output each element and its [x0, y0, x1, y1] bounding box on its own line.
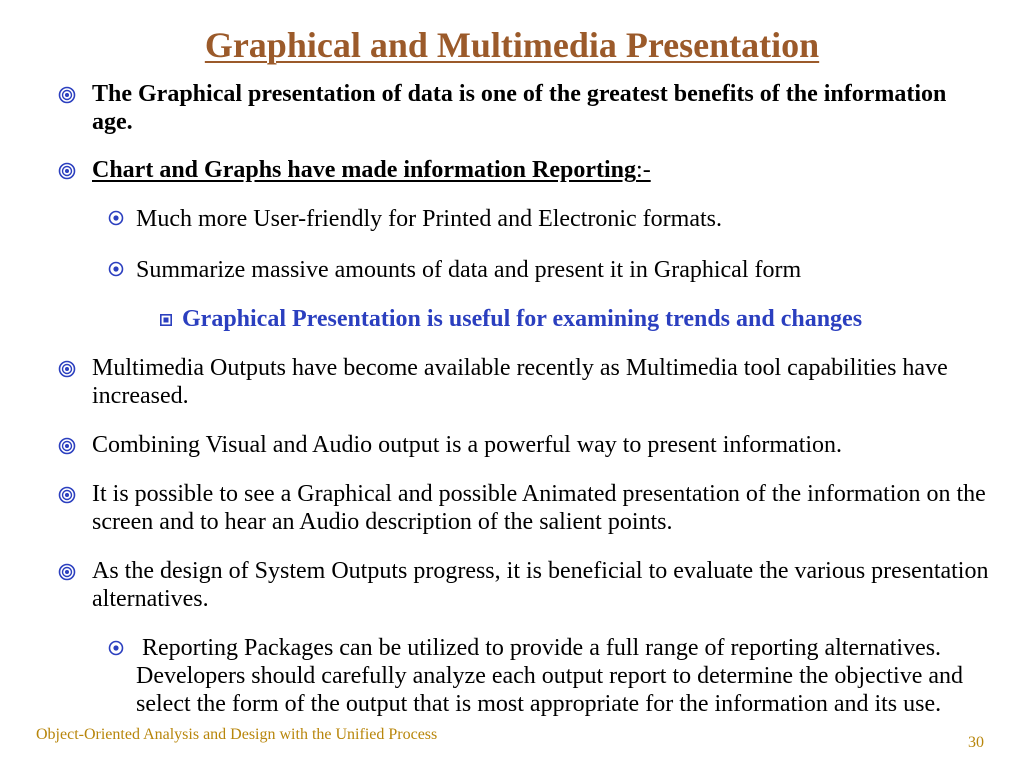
- target-bullet-icon: [58, 437, 76, 455]
- bullet-text: The Graphical presentation of data is one of the greatest benefits of the information age.: [92, 81, 947, 135]
- sub-bullet-text: Summarize massive amounts of data and present it in Graphical form: [136, 257, 802, 283]
- bullet-text: Multimedia Outputs have become available recently as Multimedia tool capabilities have increased.: [92, 355, 948, 409]
- sub-bullet-text: Reporting Packages can be utilized to provide a full range of reporting alternatives. Developers should carefully analyze each output report to determine the objective and select the form of the output that is most appropriate for the information and its use.: [136, 635, 970, 717]
- bullet-text: It is possible to see a Graphical and possible Animated presentation of the information on the screen and to hear an Audio description of the salient points.: [92, 481, 986, 535]
- circle-dot-bullet-icon: [108, 640, 124, 656]
- page-number: 30: [968, 734, 984, 751]
- footer-text: Object-Oriented Analysis and Design with the Unified Process: [36, 726, 438, 743]
- target-bullet-icon: [58, 86, 76, 104]
- target-bullet-icon: [58, 162, 76, 180]
- sub-bullet-text: Much more User-friendly for Printed and Electronic formats.: [136, 206, 722, 232]
- slide-title: Graphical and Multimedia Presentation: [204, 25, 820, 65]
- square-bullet-icon: [160, 314, 172, 326]
- target-bullet-icon: [58, 360, 76, 378]
- target-bullet-icon: [58, 486, 76, 504]
- circle-dot-bullet-icon: [108, 210, 124, 226]
- bullet-text: Chart and Graphs have made information Reporting:-: [92, 157, 651, 183]
- bullet-text: As the design of System Outputs progress, it is beneficial to evaluate the various presentation alternatives.: [92, 558, 989, 612]
- target-bullet-icon: [58, 563, 76, 581]
- bullet-text: Combining Visual and Audio output is a powerful way to present information.: [92, 432, 843, 458]
- circle-dot-bullet-icon: [108, 261, 124, 277]
- sub-sub-bullet-text: Graphical Presentation is useful for examining trends and changes: [182, 306, 863, 332]
